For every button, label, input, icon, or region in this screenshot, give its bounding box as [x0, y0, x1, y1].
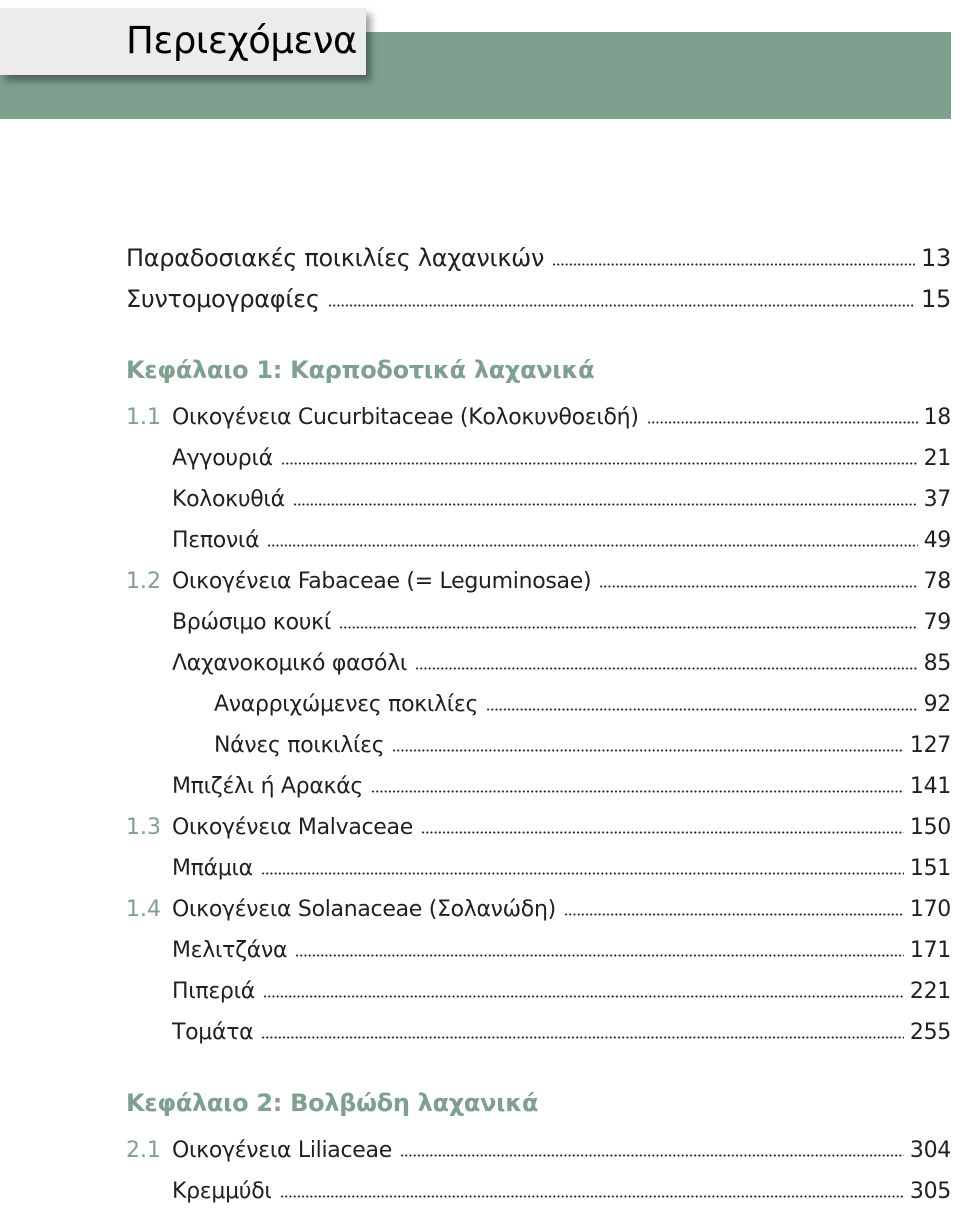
- toc-entry-title: Οικογένεια Solanaceae (Σολανώδη): [172, 897, 556, 922]
- toc-entry-okra[interactable]: [0, 853, 960, 885]
- toc-entry-title: Τομάτα: [172, 1020, 254, 1045]
- toc-entry-title: Κρεμμύδι: [172, 1179, 272, 1204]
- toc-entry-title: Μπάμια: [172, 856, 253, 881]
- chapter-heading-1[interactable]: Κεφάλαιο 1: Καρποδοτικά λαχανικά: [126, 356, 595, 384]
- dot-leader: [371, 785, 904, 793]
- dot-leader: [263, 990, 904, 998]
- section-number: 1.3: [126, 815, 161, 840]
- toc-entry-page: 85: [923, 651, 951, 676]
- toc-entry-page: 171: [909, 938, 951, 963]
- toc-entry-zucchini[interactable]: [0, 484, 960, 516]
- toc-entry-title: Συντομογραφίες: [126, 285, 320, 313]
- section-number: 2.1: [126, 1138, 161, 1163]
- dot-leader: [339, 621, 918, 629]
- toc-entry-section-1-1[interactable]: [0, 402, 960, 434]
- toc-entry-title: Παραδοσιακές ποικιλίες λαχανικών: [126, 244, 545, 272]
- dot-leader: [267, 539, 917, 547]
- toc-entry-title: Κολοκυθιά: [172, 487, 285, 512]
- dot-leader: [280, 1190, 904, 1198]
- dot-leader: [328, 299, 915, 307]
- toc-entry-section-1-2[interactable]: [0, 566, 960, 598]
- section-number: 1.4: [126, 897, 161, 922]
- dot-leader: [293, 498, 918, 506]
- dot-leader: [552, 258, 915, 266]
- toc-entry-page: 15: [921, 285, 951, 313]
- dot-leader: [261, 1031, 904, 1039]
- dot-leader: [421, 826, 904, 834]
- toc-entry-onion[interactable]: [0, 1176, 960, 1208]
- toc-entry-page: 49: [923, 528, 951, 553]
- toc-entry-title: Νάνες ποικιλίες: [214, 733, 385, 758]
- toc-entry-title: Αναρριχώμενες ποκιλίες: [214, 692, 479, 717]
- toc-entry-page: 221: [909, 979, 951, 1004]
- dot-leader: [392, 744, 904, 752]
- toc-entry-page: 170: [909, 897, 951, 922]
- toc-entry-page: 127: [909, 733, 951, 758]
- toc-entry-section-2-1[interactable]: [0, 1135, 960, 1167]
- toc-entry-broad-bean[interactable]: [0, 607, 960, 639]
- toc-entry-page: 21: [923, 446, 951, 471]
- dot-leader: [599, 580, 917, 588]
- dot-leader: [400, 1149, 904, 1157]
- toc-entry-title: Πιπεριά: [172, 979, 255, 1004]
- toc-entry-page: 151: [909, 856, 951, 881]
- toc-entry-cucumber[interactable]: [0, 443, 960, 475]
- dot-leader: [564, 908, 904, 916]
- toc-entry-page: 255: [909, 1020, 951, 1045]
- toc-entry-title: Βρώσιμο κουκί: [172, 610, 331, 635]
- toc-entry-page: 13: [921, 244, 951, 272]
- toc-entry-dwarf-varieties[interactable]: [0, 730, 960, 762]
- toc-entry-page: 78: [923, 569, 951, 594]
- toc-entry-climbing-varieties[interactable]: [0, 689, 960, 721]
- toc-entry-title: Οικογένεια Fabaceae (= Leguminosae): [172, 569, 592, 594]
- toc-entry-section-1-3[interactable]: [0, 812, 960, 844]
- toc-entry-page: 18: [923, 405, 951, 430]
- toc-entry-section-1-4[interactable]: [0, 894, 960, 926]
- toc-entry-title: Οικογένεια Cucurbitaceae (Κολοκυνθοειδή): [172, 405, 639, 430]
- dot-leader: [261, 867, 904, 875]
- toc-entry-title: Οικογένεια Malvaceae: [172, 815, 413, 840]
- toc-entry-page: 79: [923, 610, 951, 635]
- toc-entry-page: 92: [923, 692, 951, 717]
- toc-entry-title: Πεπονιά: [172, 528, 260, 553]
- toc-entry-page: 150: [909, 815, 951, 840]
- toc-entry-melon[interactable]: [0, 525, 960, 557]
- toc-entry-page: 37: [923, 487, 951, 512]
- dot-leader: [281, 457, 918, 465]
- toc-entry-green-bean[interactable]: [0, 648, 960, 680]
- dot-leader: [486, 703, 917, 711]
- toc-entry-page: 305: [909, 1179, 951, 1204]
- toc-entry-title: Λαχανοκομικό φασόλι: [172, 651, 407, 676]
- toc-entry-page: 141: [909, 774, 951, 799]
- toc-entry-pea[interactable]: [0, 771, 960, 803]
- dot-leader: [647, 416, 918, 424]
- toc-entry-eggplant[interactable]: [0, 935, 960, 967]
- toc-entry-tomato[interactable]: [0, 1017, 960, 1049]
- toc-entry-title: Μπιζέλι ή Αρακάς: [172, 774, 364, 799]
- toc-entry-abbreviations[interactable]: [0, 283, 960, 315]
- toc-entry-traditional-varieties[interactable]: [0, 242, 960, 274]
- toc-entry-title: Αγγουριά: [172, 446, 273, 471]
- section-number: 1.1: [126, 405, 161, 430]
- page-title: Περιεχόμενα: [126, 19, 357, 62]
- toc-entry-title: Οικογένεια Liliaceae: [172, 1138, 392, 1163]
- toc-entry-title: Μελιτζάνα: [172, 938, 288, 963]
- section-number: 1.2: [126, 569, 161, 594]
- dot-leader: [415, 662, 918, 670]
- toc-entry-page: 304: [909, 1138, 951, 1163]
- toc-entry-pepper[interactable]: [0, 976, 960, 1008]
- chapter-heading-2[interactable]: Κεφάλαιο 2: Βολβώδη λαχανικά: [126, 1089, 539, 1117]
- dot-leader: [295, 949, 904, 957]
